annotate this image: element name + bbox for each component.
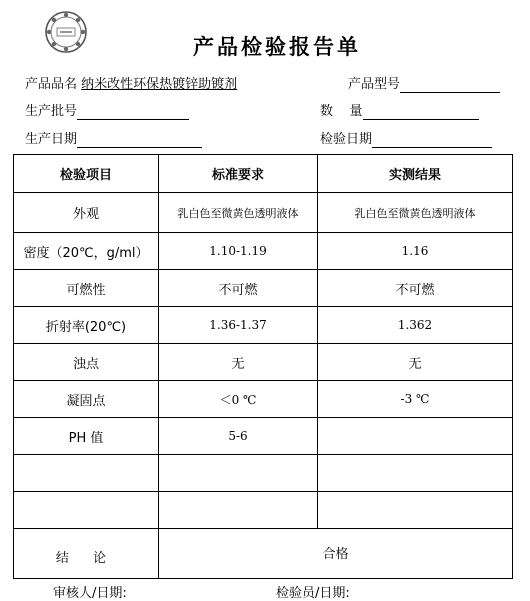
prod-date-field	[25, 132, 202, 148]
table-header-row	[14, 155, 513, 193]
quantity-field	[320, 104, 479, 120]
page-title: 产品检验报告单	[193, 34, 361, 59]
header-standard: 标准要求	[159, 155, 318, 193]
table-row	[14, 492, 513, 529]
row-item: 折射率(20℃)	[14, 307, 159, 344]
quantity-label: 数 量	[320, 104, 363, 119]
prod-date-blank	[77, 133, 202, 148]
product-name-field	[25, 77, 237, 93]
product-name-label: 产品品名	[25, 77, 78, 92]
batch-blank	[77, 105, 189, 120]
table-row	[14, 307, 513, 344]
row-standard: 5-6	[159, 418, 318, 455]
row-item: 外观	[14, 193, 159, 233]
table-row	[14, 381, 513, 418]
row-result: -3 ℃	[318, 381, 513, 418]
prod-date-label: 生产日期	[25, 132, 78, 147]
row-standard: 1.36-1.37	[159, 307, 318, 344]
product-model-field	[348, 77, 500, 93]
row-item: 密度（20℃，g/ml）	[14, 233, 159, 270]
row-standard: 无	[159, 344, 318, 381]
table-row	[14, 270, 513, 307]
row-standard	[159, 492, 318, 529]
row-result	[318, 418, 513, 455]
row-item: 可燃性	[14, 270, 159, 307]
row-result	[318, 492, 513, 529]
inspection-table	[13, 154, 513, 579]
quantity-blank	[363, 105, 479, 120]
conclusion-label-cell	[14, 529, 159, 579]
table-row	[14, 418, 513, 455]
product-model-label: 产品型号	[348, 77, 401, 92]
conclusion-row	[14, 529, 513, 579]
row-result	[318, 455, 513, 492]
table-row	[14, 344, 513, 381]
row-item: 浊点	[14, 344, 159, 381]
conclusion-value: 合格	[159, 529, 513, 579]
table-row	[14, 233, 513, 270]
inspector-label: 检验员/日期:	[276, 586, 350, 601]
row-standard: 1.10-1.19	[159, 233, 318, 270]
row-item: PH 值	[14, 418, 159, 455]
insp-date-label: 检验日期	[320, 132, 373, 147]
insp-date-blank	[372, 133, 492, 148]
row-result: 乳白色至微黄色透明液体	[318, 193, 513, 233]
header-item: 检验项目	[14, 155, 159, 193]
row-standard: 不可燃	[159, 270, 318, 307]
conclusion-label: 结 论	[55, 551, 117, 566]
row-result: 1.362	[318, 307, 513, 344]
row-item	[14, 492, 159, 529]
row-standard: ＜0 ℃	[159, 381, 318, 418]
table-row	[14, 193, 513, 233]
reviewer-label: 审核人/日期:	[53, 586, 127, 601]
product-model-blank	[400, 78, 500, 93]
batch-field	[25, 104, 189, 120]
table-row	[14, 455, 513, 492]
row-item	[14, 455, 159, 492]
row-item: 凝固点	[14, 381, 159, 418]
row-standard	[159, 455, 318, 492]
batch-label: 生产批号	[25, 104, 78, 119]
header-result: 实测结果	[318, 155, 513, 193]
product-name-value: 纳米改性环保热镀锌助镀剂	[81, 77, 238, 92]
insp-date-field	[320, 132, 492, 148]
row-result: 1.16	[318, 233, 513, 270]
row-result: 无	[318, 344, 513, 381]
row-result: 不可燃	[318, 270, 513, 307]
row-standard: 乳白色至微黄色透明液体	[159, 193, 318, 233]
